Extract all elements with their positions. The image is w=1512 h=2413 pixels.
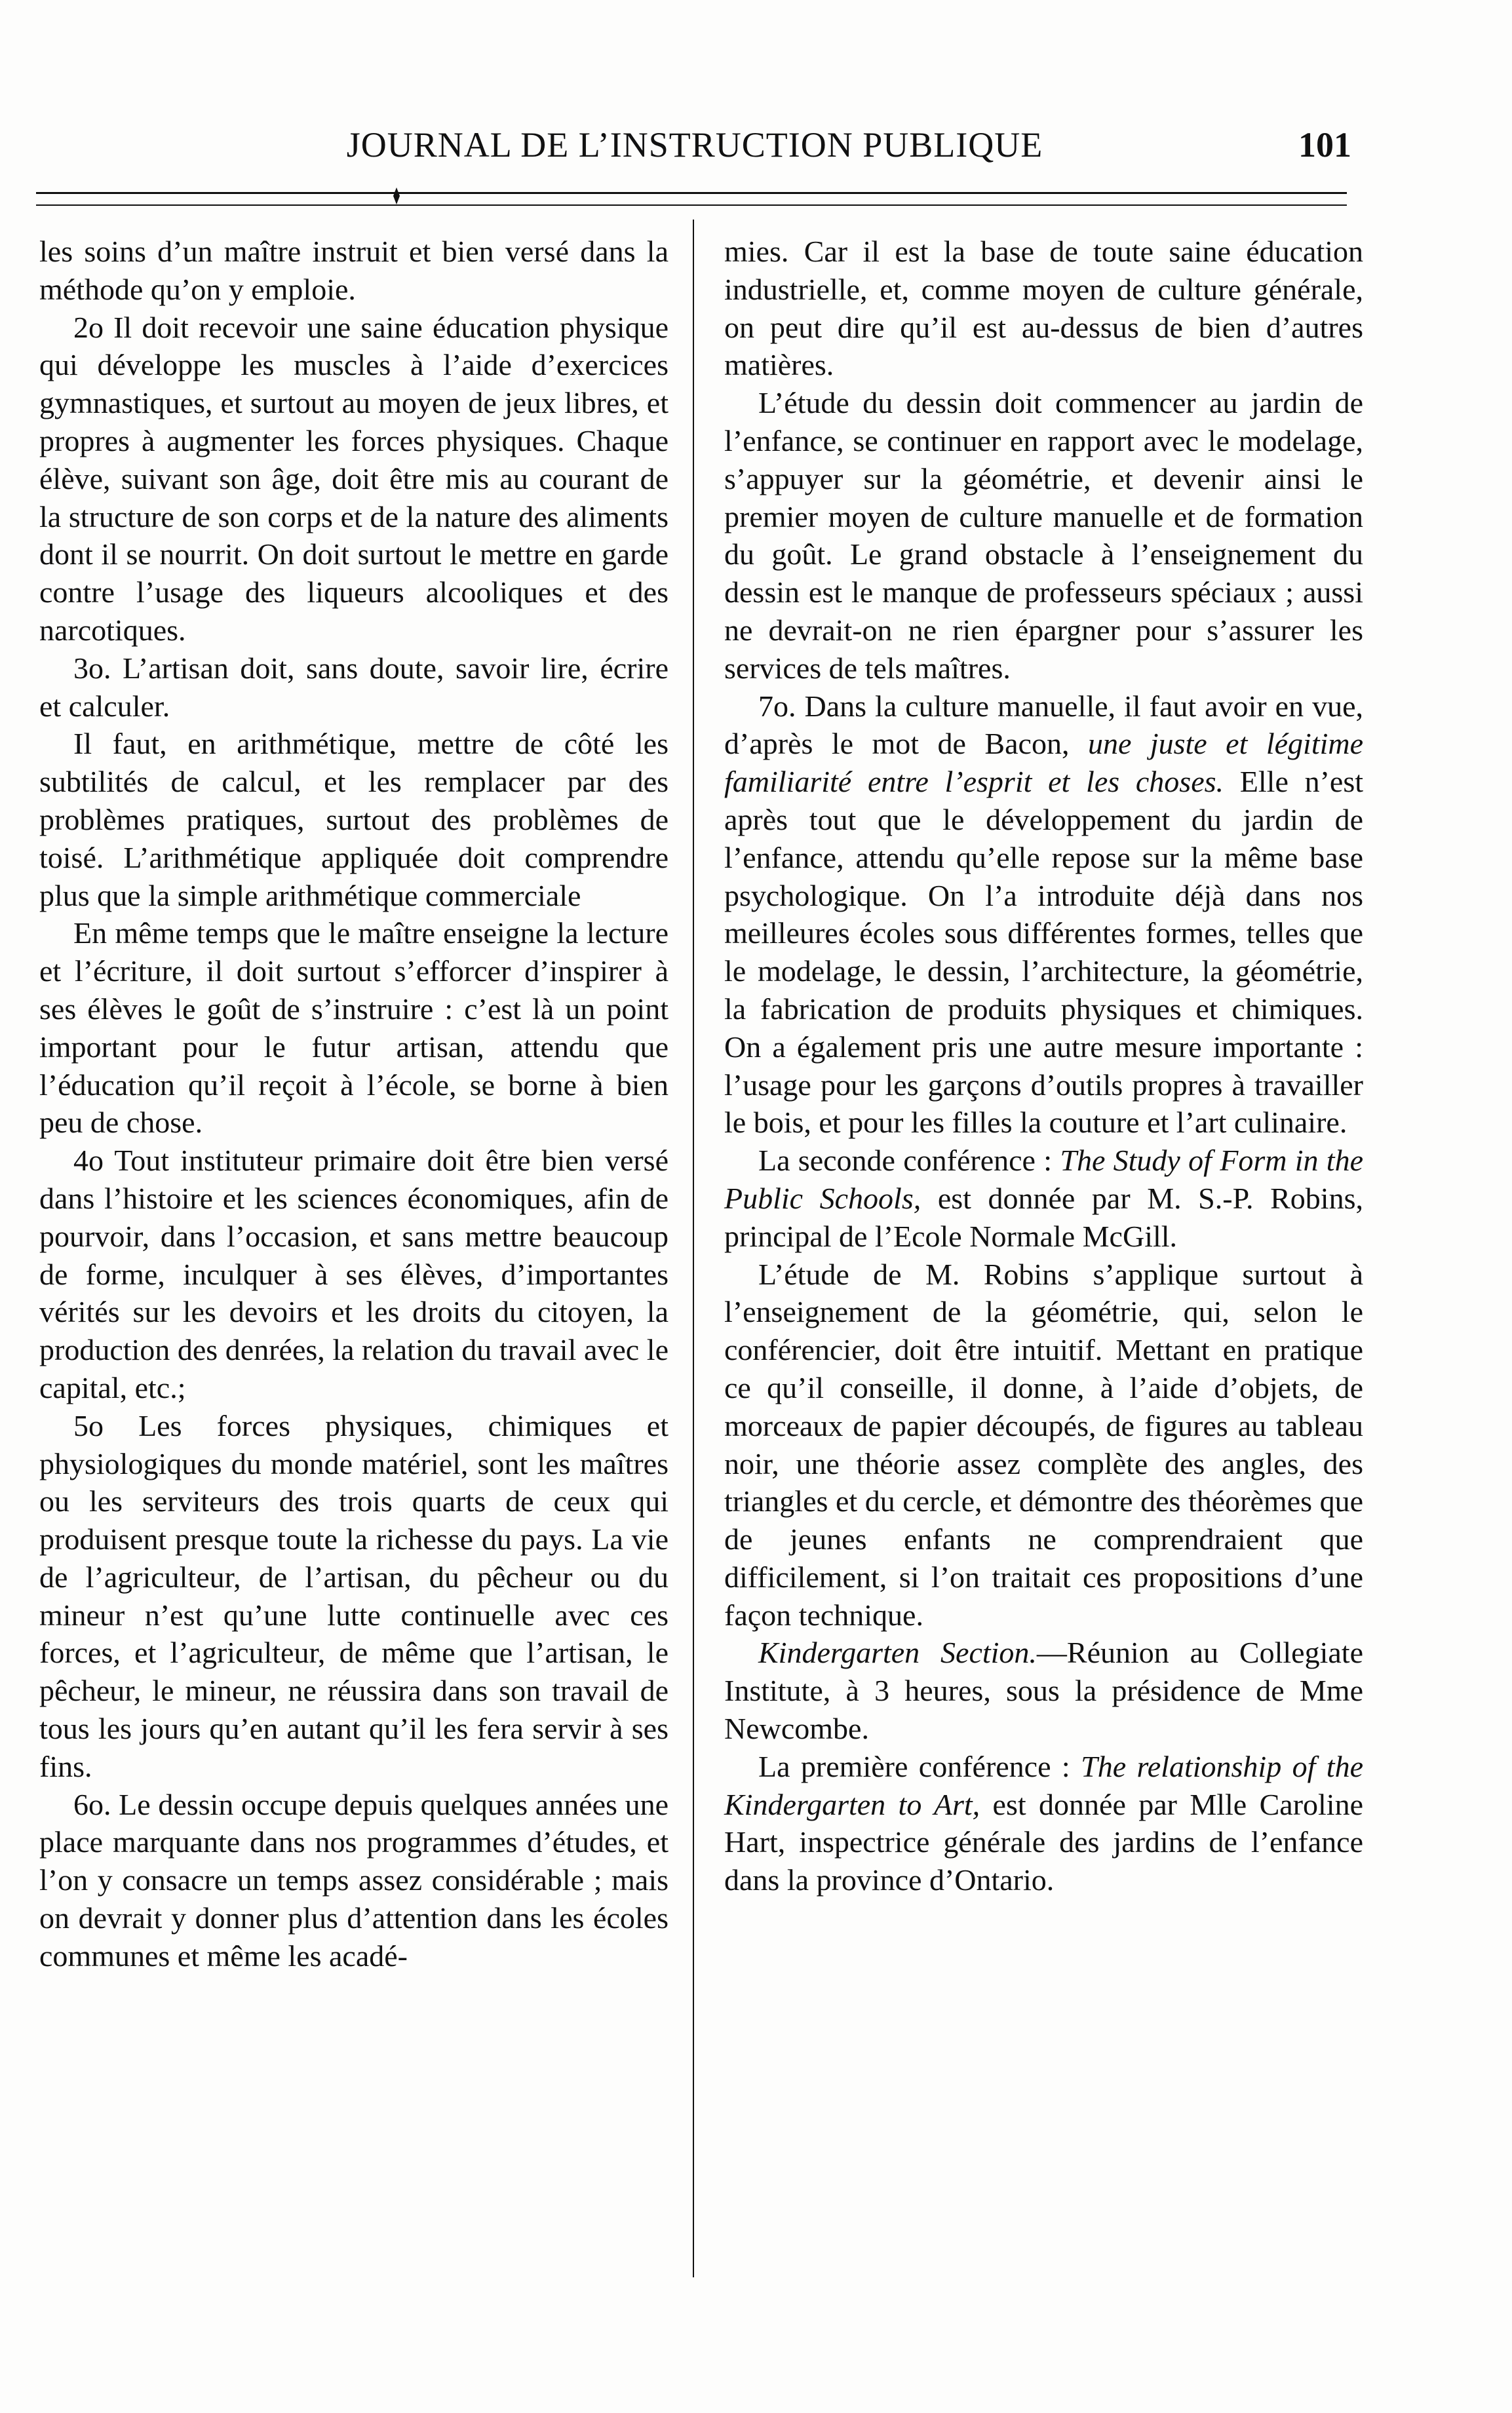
paragraph: L’étude de M. Robins s’applique surtout à l’enseignement de la géométrie, qui, selon le conférencier, doit être intuitif. Mettant en pratique ce qu’il conseille, il donne, à l’aide d’objets, de morceaux de papier découpés, de figures au tableau noir, une théorie assez complète des angles, des triangles et du cercle, et démontre des théorèmes que de jeunes enfants ne comprendraient que difficilement, si l’on traitait ces propositions d’une façon technique. — [724, 1257, 1363, 1632]
right-column — [724, 233, 1363, 1899]
paragraph-text: —Réunion au Collegiate Institute, à 3 heures, sous la présidence de Mme Newcombe. — [724, 1636, 1363, 1746]
header-rule-thick — [36, 192, 1347, 194]
header-rule-thin — [36, 204, 1347, 206]
paragraph: les soins d’un maître instruit et bien versé dans la méthode qu’on y emploie. — [39, 235, 669, 306]
paragraph — [724, 1634, 1363, 1747]
paragraph: 3o. L’artisan doit, sans doute, savoir lire, écrire et calculer. — [39, 651, 669, 723]
paragraph-text: Elle n’est après tout que le développement du jardin de l’enfance, attendu qu’elle repose sur la même base psychologique. On l’a introduite déjà dans nos meilleures écoles sous différentes formes, telles que le modelage, le dessin, l’architecture, la géométrie, la fabrication de produits physiques et chimiques. On a également pris une autre mesure importante : l’usage pour les garçons d’outils propres à travailler le bois, et pour les filles la couture et l’art culinaire. — [724, 765, 1364, 1140]
paragraph: 2o Il doit recevoir une saine éducation physique qui développe les muscles à l’aide d’exercices gymnastiques, et surtout au moyen de jeux libres, et propres à augmenter les forces physiques. Chaque élève, suivant son âge, doit être mis au courant de la structure de son corps et de la nature des aliments dont il se nourrit. On doit surtout le mettre en garde contre l’usage des liqueurs alcooliques et des narcotiques. — [39, 310, 669, 647]
paragraph: En même temps que le maître enseigne la lecture et l’écriture, il doit surtout s’efforcer d’inspirer à ses élèves le goût de s’instruire : c’est là un point important pour le futur artisan, attendu que l’éducation qu’il reçoit à l’école, se borne à bien peu de chose. — [39, 916, 669, 1140]
paragraph: Il faut, en arithmétique, mettre de côté les subtilités de calcul, et les remplacer par des problèmes pratiques, surtout des problèmes de toisé. L’arithmétique appliquée doit comprendre plus que la simple arithmétique commerciale — [39, 727, 669, 912]
running-title: JOURNAL DE L’INSTRUCTION PUBLIQUE — [346, 125, 1043, 164]
paragraph: 6o. Le dessin occupe depuis quelques années une place marquante dans nos programmes d’études, et l’on y consacre un temps assez considérable ; mais on devrait y donner plus d’attention dans les écoles communes et même les acadé- — [39, 1787, 669, 1973]
conference-title: The relationship of the Kindergarten to Art, — [724, 1749, 1363, 1821]
paragraph: 5o Les forces physiques, chimiques et physiologiques du monde matériel, sont les maîtres ou les serviteurs des trois quarts de ceux qui produisent presque toute la richesse du pays. La vie de l’agriculteur, de l’artisan, du pêcheur ou du mineur n’est qu’une lutte continuelle avec ces forces, et l’agriculteur, de même que l’artisan, le pêcheur, le mineur, ne réussira dans son travail de tous les jours qu’en autant qu’il les fera servir à ses fins. — [39, 1408, 669, 1783]
bacon-quote: une juste et légitime familiarité entre l’esprit et les choses. — [724, 727, 1364, 799]
paragraph-text: La seconde conférence : — [758, 1144, 1053, 1178]
paragraph: mies. Car il est la base de toute saine éducation industrielle, et, comme moyen de culture générale, on peut dire qu’il est au-dessus de bien d’autres matières. — [724, 235, 1363, 382]
paragraph-text: 7o. Dans la culture manuelle, il faut avoir en vue, d’après le mot de Bacon, — [724, 689, 1363, 761]
conference-title: The Study of Form in the Public Schools, — [724, 1144, 1364, 1215]
column-divider — [693, 220, 694, 2277]
paragraph — [724, 1142, 1363, 1255]
paragraph: L’étude du dessin doit commencer au jardin de l’enfance, se continuer en rapport avec le modelage, s’appuyer sur la géométrie, et devenir ainsi le premier moyen de culture manuelle et de formation du goût. Le grand obstacle à l’enseignement du dessin est le manque de professeurs spéciaux ; aussi ne devrait-on ne rien épargner pour s’assurer les services de tels maîtres. — [724, 386, 1363, 685]
paragraph: 4o Tout instituteur primaire doit être bien versé dans l’histoire et les sciences économiques, afin de pourvoir, dans l’occasion, et sans mettre beaucoup de forme, inculquer à ses élèves, d’importantes vérités sur les devoirs et les droits du citoyen, la production des denrées, la relation du travail avec le capital, etc.; — [39, 1144, 669, 1404]
paragraph-text: est donnée par Mlle Caroline Hart, inspectrice générale des jardins de l’enfance dans la province d’Ontario. — [724, 1787, 1363, 1897]
section-title: Kindergarten Section. — [758, 1636, 1037, 1670]
paragraph-text: La première conférence : — [758, 1749, 1070, 1783]
left-column — [39, 233, 669, 1975]
paragraph — [724, 687, 1363, 1142]
paragraph-text: est donnée par M. S.-P. Robins, principal de l’Ecole Normale McGill. — [724, 1181, 1363, 1253]
page-number: 101 — [1298, 125, 1351, 164]
paragraph — [724, 1748, 1363, 1899]
rule-ornament — [393, 187, 400, 204]
